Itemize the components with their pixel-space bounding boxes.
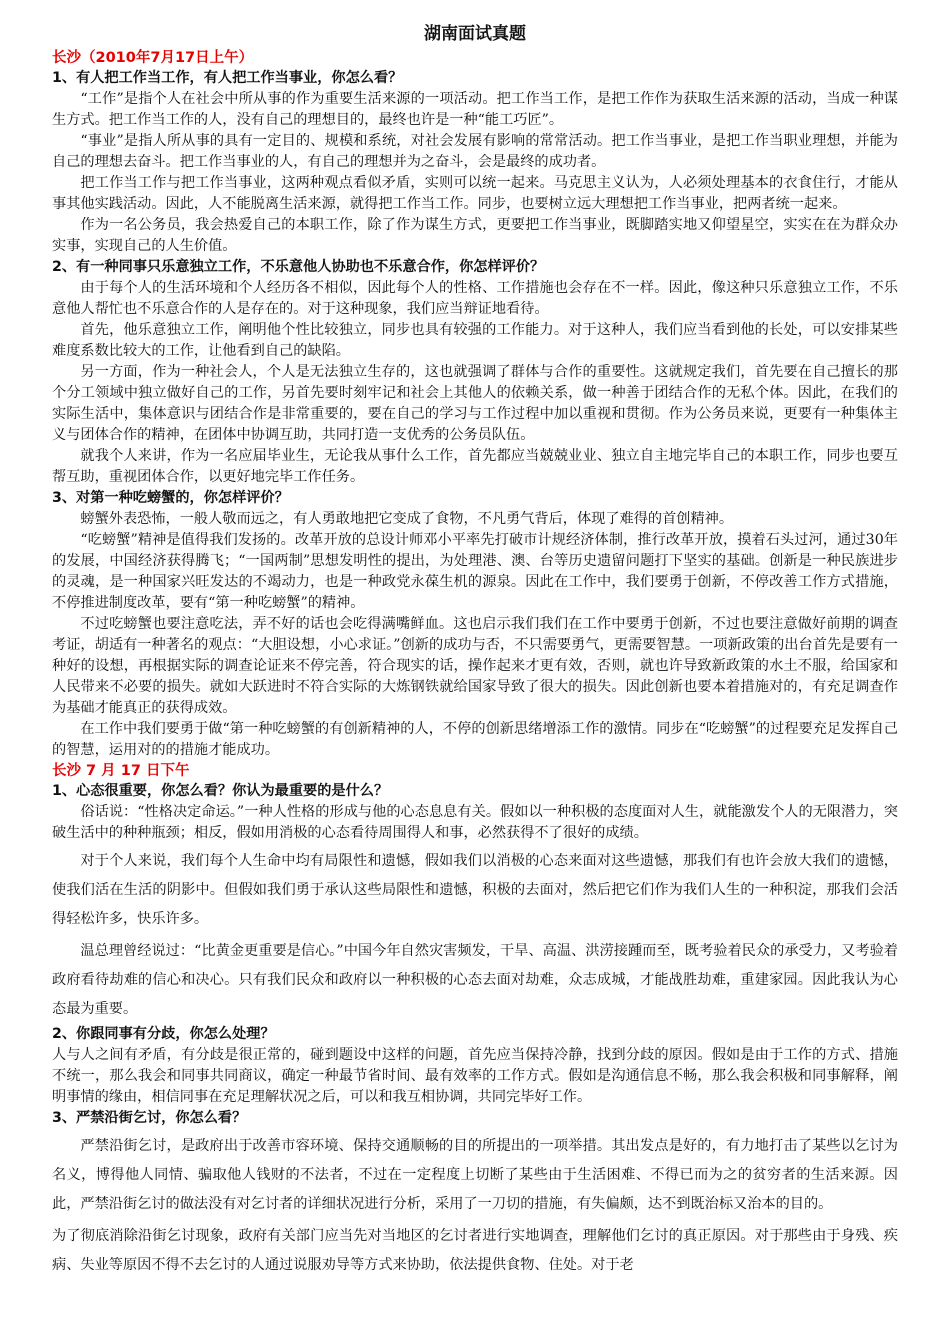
answer-paragraph: 俗话说：“性格决定命运。”一种人性格的形成与他的心态息息有关。假如以一种积极的态度面对人生，就能激发个人的无限潜力，突破生活中的种种瓶颈；相反，假如用消极的心态看待周围得人和事，必然获得不了很好的成绩。 (52, 804, 898, 841)
answer-paragraph: 首先，他乐意独立工作，阐明他个性比较独立，同步也具有较强的工作能力。对于这种人，我们应当看到他的长处，可以安排某些难度系数比较大的工作，让他看到自己的缺陷。 (52, 322, 898, 359)
answer-paragraph: 由于每个人的生活环境和个人经历各不相似，因此每个人的性格、工作措施也会存在不一样。因此，像这种只乐意独立工作，不乐意他人帮忙也不乐意合作的人是存在的。对于这种现象，我们应当辩证地看待。 (52, 280, 898, 317)
answer-paragraph: 严禁沿街乞讨，是政府出于改善市容环境、保持交通顺畅的目的所提出的一项举措。其出发点是好的，有力地打击了某些以乞讨为名义，博得他人同情、骗取他人钱财的不法者，不过在一定程度上切断了某些由于生活困难、不得已而为之的贫穷者的生活来源。因此，严禁沿街乞讨的做法没有对乞讨者的详细状况进行分析，采用了一刀切的措施，有失偏颇，达不到既治标又治本的目的。 (52, 1138, 898, 1212)
answer-paragraph: 把工作当工作与把工作当事业，这两种观点看似矛盾，实则可以统一起来。马克思主义认为，人必须处理基本的衣食住行，才能从事其他实践活动。因此，人不能脱离生活来源，就得把工作当工作。同步，也要树立远大理想把工作当事业，把两者统一起来。 (52, 175, 898, 212)
question-heading: 2、有一种同事只乐意独立工作，不乐意他人协助也不乐意合作，你怎样评价？ (52, 259, 545, 275)
page-title: 湖南面试真题 (424, 24, 526, 44)
answer-paragraph: 作为一名公务员，我会热爱自己的本职工作，除了作为谋生方式，更要把工作当事业，既脚踏实地又仰望星空，实实在在为群众办实事，实现自己的人生价值。 (52, 217, 898, 254)
section-heading-afternoon: 长沙 7 月 17 日下午 (52, 763, 190, 779)
question-heading: 3、对第一种吃螃蟹的，你怎样评价？ (52, 490, 289, 506)
answer-paragraph: “事业”是指人所从事的具有一定目的、规模和系统，对社会发展有影响的常常活动。把工作当事业，是把工作当职业理想，并能为自己的理想去奋斗。把工作当事业的人，有自己的理想并为之奋斗，会是最终的成功者。 (52, 133, 898, 170)
answer-paragraph: 另一方面，作为一种社会人，个人是无法独立生存的，这也就强调了群体与合作的重要性。这就规定我们，首先要在自己擅长的那个分工领域中独立做好自己的工作，另首先要时刻牢记和社会上其他人的依赖关系，做一种善于团结合作的无私个体。因此，在我们的实际生活中，集体意识与团结合作是非常重要的，要在自己的学习与工作过程中加以重视和贯彻。作为公务员来说，更要有一种集体主义与团体合作的精神，在团体中协调互助，共同打造一支优秀的公务员队伍。 (52, 364, 898, 443)
answer-paragraph: 不过吃螃蟹也要注意吃法，弄不好的话也会吃得满嘴鲜血。这也启示我们我们在工作中要勇于创新，不过也要注意做好前期的调查考证，胡适有一种著名的观点：“大胆设想，小心求证。”创新的成功与否，不只需要勇气，更需要智慧。一项新政策的出台首先是要有一种好的设想，再根据实际的调查论证来不停完善，符合现实的话，操作起来才更有效，否则，就也许导致新政策的水土不服，给国家和人民带来不必要的损失。就如大跃进时不符合实际的大炼钢铁就给国家导致了很大的损失。因此创新也要本着措施对的，有充足调查作为基础才能真正的获得成效。 (52, 616, 898, 716)
answer-paragraph: 就我个人来讲，作为一名应届毕业生，无论我从事什么工作，首先都应当兢兢业业、独立自主地完毕自己的本职工作，同步也要互帮互助，重视团体合作，以更好地完毕工作任务。 (52, 448, 898, 485)
answer-paragraph: 人与人之间有矛盾，有分歧是很正常的，碰到题设中这样的问题，首先应当保持冷静，找到分歧的原因。假如是由于工作的方式、措施不统一，那么我会和同事共同商议，确定一种最节省时间、最有效率的工作方式。假如是沟通信息不畅，那么我会积极和同事解释，阐明事情的缘由，相信同事在充足理解状况之后，可以和我互相协调，共同完毕好工作。 (52, 1047, 898, 1105)
answer-paragraph: 对于个人来说，我们每个人生命中均有局限性和遗憾，假如我们以消极的心态来面对这些遗憾，那我们有也许会放大我们的遗憾，使我们活在生活的阴影中。但假如我们勇于承认这些局限性和遗憾，积极的去面对，然后把它们作为我们人生的一种积淀，那我们会活得轻松许多，快乐许多。 (52, 853, 898, 927)
answer-paragraph: 为了彻底消除沿街乞讨现象，政府有关部门应当先对当地区的乞讨者进行实地调查，理解他们乞讨的真正原因。对于那些由于身残、疾病、失业等原因不得不去乞讨的人通过说服劝导等方式来协助，依法提供食物、住处。对于老 (52, 1228, 898, 1273)
question-heading: 1、心态很重要，你怎么看？你认为最重要的是什么？ (52, 783, 389, 799)
answer-paragraph: 温总理曾经说过：“比黄金更重要是信心。”中国今年自然灾害频发，干旱、高温、洪涝接踵而至，既考验着民众的承受力，又考验着政府看待劫难的信心和决心。只有我们民众和政府以一种积极的心态去面对劫难，众志成城，才能战胜劫难，重建家园。因此我认为心态最为重要。 (52, 943, 898, 1017)
answer-paragraph: 螃蟹外表恐怖，一般人敬而远之，有人勇敢地把它变成了食物，不凡勇气背后，体现了难得的首创精神。 (80, 511, 734, 527)
question-heading: 1、有人把工作当工作，有人把工作当事业，你怎么看？ (52, 70, 403, 86)
section-heading-morning: 长沙（2010年7月17日上午） (52, 50, 254, 66)
answer-paragraph: 在工作中我们要勇于做“第一种吃螃蟹的有创新精神的人，不停的创新思绪增添工作的激情。同步在“吃螃蟹”的过程要充足发挥自己的智慧，运用对的的措施才能成功。 (52, 721, 898, 758)
answer-paragraph: “吃螃蟹”精神是值得我们发扬的。改革开放的总设计师邓小平率先打破市计规经济体制，推行改革开放，摸着石头过河，通过30年的发展，中国经济获得腾飞；“一国两制”思想发明性的提出，为处理港、澳、台等历史遗留问题打下坚实的基础。创新是一种民族进步的灵魂，是一种国家兴旺发达的不竭动力，也是一种政党永葆生机的源泉。因此在工作中，我们要勇于创新，不停改善工作方式措施，不停推进制度改革，要有“第一种吃螃蟹”的精神。 (52, 532, 898, 611)
answer-paragraph: “工作”是指个人在社会中所从事的作为重要生活来源的一项活动。把工作当工作，是把工作作为获取生活来源的活动，当成一种谋生方式。把工作当工作的人，没有自己的理想目的，最终也许是一种“能工巧匠”。 (52, 91, 898, 128)
question-heading: 3、严禁沿街乞讨，你怎么看？ (52, 1110, 247, 1126)
question-heading: 2、你跟同事有分歧，你怎么处理？ (52, 1026, 275, 1042)
